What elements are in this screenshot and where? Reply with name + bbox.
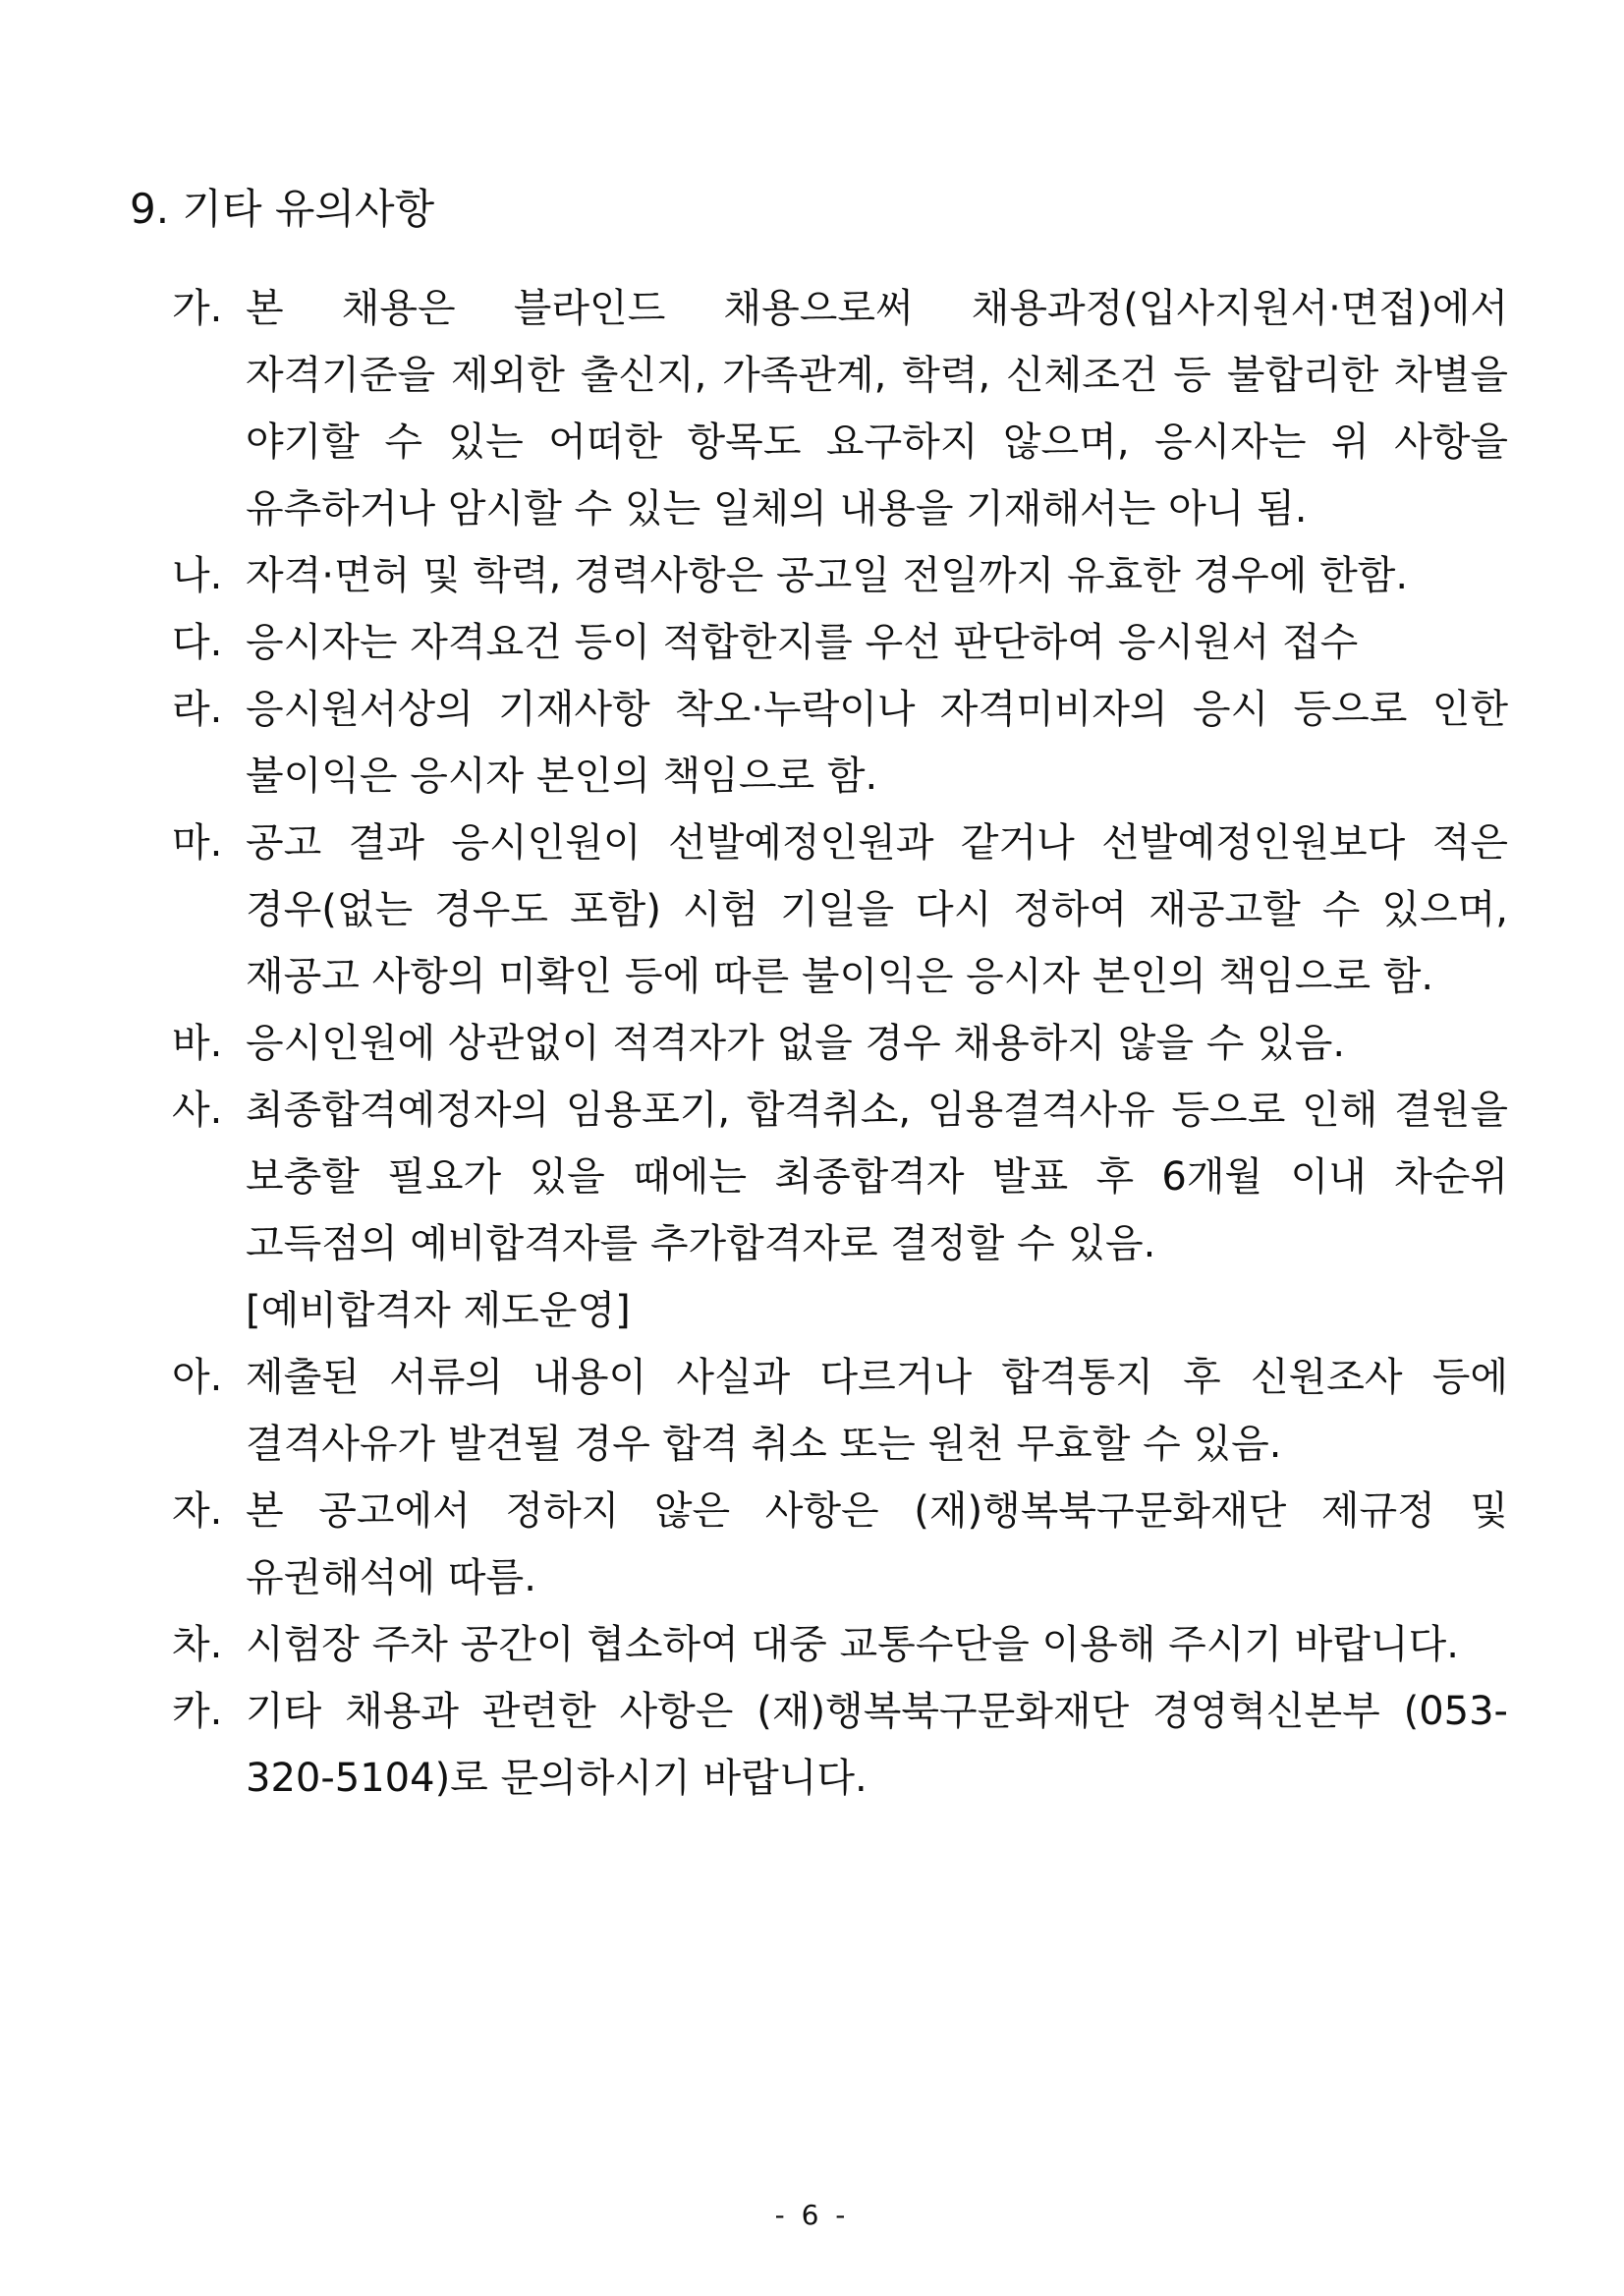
list-item-ja <box>172 1478 1508 1611</box>
item-text: 응시원서상의 기재사항 착오·누락이나 자격미비자의 응시 등으로 인한 불이익은 응시자 본인의 책임으로 함. <box>246 687 1508 799</box>
item-label: 자. <box>172 1488 223 1534</box>
item-note: [예비합격자 제도운영] <box>246 1288 631 1333</box>
item-label: 라. <box>172 687 223 732</box>
list-item-a <box>172 1344 1508 1478</box>
item-text: 시험장 주차 공간이 협소하여 대중 교통수단을 이용해 주시기 바랍니다. <box>246 1622 1459 1667</box>
item-label: 카. <box>172 1689 223 1734</box>
item-text: 본 공고에서 정하지 않은 사항은 (재)행복북구문화재단 제규정 및 유권해석에 따름. <box>246 1488 1508 1600</box>
item-label: 사. <box>172 1088 223 1133</box>
list-item-na <box>172 542 1508 609</box>
notice-list <box>172 275 1508 1812</box>
section-title: 9. 기타 유의사항 <box>130 185 435 233</box>
list-item-cha <box>172 1611 1508 1678</box>
item-text: 응시인원에 상관없이 적격자가 없을 경우 채용하지 않을 수 있음. <box>246 1021 1346 1066</box>
item-label: 다. <box>172 620 223 665</box>
list-item-ma <box>172 810 1508 1010</box>
list-item-ra <box>172 676 1508 810</box>
item-label: 바. <box>172 1021 223 1066</box>
list-item-sa <box>172 1077 1508 1344</box>
list-item-ga <box>172 275 1508 542</box>
list-item-ba <box>172 1010 1508 1077</box>
item-text: 자격·면허 및 학력, 경력사항은 공고일 전일까지 유효한 경우에 한함. <box>246 553 1409 598</box>
item-text: 공고 결과 응시인원이 선발예정인원과 같거나 선발예정인원보다 적은 경우(없는 경우도 포함) 시험 기일을 다시 정하여 재공고할 수 있으며, 재공고 사항의 미확인 등에 따른 불이익은 응시자 본인의 책임으로 함. <box>246 820 1508 999</box>
list-item-ka <box>172 1678 1508 1812</box>
item-label: 마. <box>172 820 223 866</box>
item-label: 아. <box>172 1355 223 1400</box>
item-text: 제출된 서류의 내용이 사실과 다르거나 합격통지 후 신원조사 등에 결격사유가 발견될 경우 합격 취소 또는 원천 무효할 수 있음. <box>246 1355 1508 1467</box>
page-number: - 6 - <box>774 2199 850 2231</box>
item-label: 차. <box>172 1622 223 1667</box>
list-item-da <box>172 609 1508 676</box>
item-label: 나. <box>172 553 223 598</box>
item-text: 최종합격예정자의 임용포기, 합격취소, 임용결격사유 등으로 인해 결원을 보충할 필요가 있을 때에는 최종합격자 발표 후 6개월 이내 차순위 고득점의 예비합격자를 추가합격자로 결정할 수 있음. <box>246 1088 1508 1266</box>
item-label: 가. <box>172 286 223 331</box>
item-text: 본 채용은 블라인드 채용으로써 채용과정(입사지원서·면접)에서 자격기준을 제외한 출신지, 가족관계, 학력, 신체조건 등 불합리한 차별을 야기할 수 있는 어떠한 항목도 요구하지 않으며, 응시자는 위 사항을 유추하거나 암시할 수 있는 일체의 내용을 기재해서는 아니 됨. <box>246 286 1508 532</box>
item-text: 기타 채용과 관련한 사항은 (재)행복북구문화재단 경영혁신본부 (053-320-5104)로 문의하시기 바랍니다. <box>246 1689 1508 1801</box>
item-text: 응시자는 자격요건 등이 적합한지를 우선 판단하여 응시원서 접수 <box>246 620 1359 665</box>
